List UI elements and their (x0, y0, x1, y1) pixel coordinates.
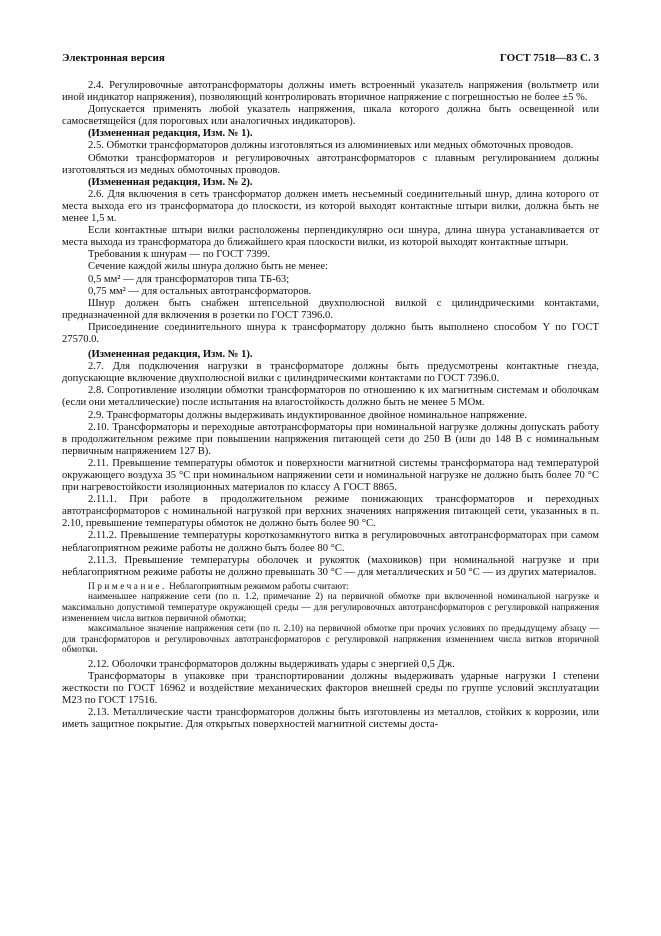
paragraph-2-4: 2.4. Регулировочные автотрансформаторы должны иметь встроенный указатель напряжения (вольтметр или иной индикатор напряжения), позволяющий контролировать вторичное напряжение с погрешностью не более ±5 %. (62, 80, 599, 104)
paragraph: Шнур должен быть снабжен штепсельной двухполюсной вилкой с цилиндрическими контактами, предназначенной для включения в розетки по ГОСТ 7396.0. (62, 297, 599, 321)
document-body (62, 80, 599, 732)
paragraph-2-13: 2.13. Металлические части трансформаторов должны быть изготовлены из металлов, стойких к коррозии, или иметь защитное покрытие. Для открытых поверхностей магнитной системы доста- (62, 707, 599, 731)
paragraph-2-6: 2.6. Для включения в сеть трансформатор должен иметь несъемный соединительный шнур, длина которого от места выхода его из трансформатора до плоскости, из которой выходят контактные штыри вилки, должна быть не менее 1,5 м. (62, 188, 599, 225)
paragraph: Присоединение соединительного шнура к трансформатору должно быть выполнено способом Y по ГОСТ 27570.0. (62, 321, 599, 345)
amendment-note: (Измененная редакция, Изм. № 1). (88, 349, 253, 361)
paragraph-2-10: 2.10. Трансформаторы и переходные автотрансформаторы при номинальной нагрузке должны допускать работу в продолжительном режиме при повышении напряжения питающей сети до 250 В (или до 148 В с номинальным первичным напряжением 127 В). (62, 421, 599, 457)
paragraph-2-12: 2.12. Оболочки трансформаторов должны выдерживать удары с энергией 0,5 Дж. (88, 659, 455, 670)
paragraph: Допускается применять любой указатель напряжения, шкала которого должна быть освещенной или самосветящейся (для пороговых или аналогичных индикаторов). (62, 104, 599, 128)
paragraph-2-5: 2.5. Обмотки трансформаторов должны изготовляться из алюминиевых или медных обмоточных проводов. (88, 140, 574, 152)
note-heading (62, 582, 599, 593)
paragraph-2-11: 2.11. Превышение температуры обмоток и поверхности магнитной системы трансформатора над температурой окружающего воздуха 35 °С при номинальном напряжении сети и номинальной нагрузке не должно быть более 70 °С при нагревостойкости изоляционных материалов по классу А ГОСТ 8865. (62, 457, 599, 494)
paragraph-2-11-3: 2.11.3. Превышение температуры оболочек и рукояток (маховиков) при номинальной нагрузке и при неблагоприятном режиме работы не должно превышать 30 °С — для металлических и 50 °С — из других материалов. (62, 554, 599, 578)
note-item: максимальное значение напряжения сети (по п. 2.10) на первичной обмотке при прочих условиях по предыдущему абзацу — для трансформаторов и регулировочных автотрансформаторов с регулировкой напряжения изменением числа витков вторичной обмотки. (62, 624, 599, 656)
paragraph-2-11-2: 2.11.2. Превышение температуры короткозамкнутого витка в регулировочных автотрансформаторах при самом неблагоприятном режиме работы не должно быть более 80 °С. (62, 530, 599, 554)
paragraph: Сечение каждой жилы шнура должно быть не менее: (88, 261, 329, 273)
paragraph-2-9: 2.9. Трансформаторы должны выдерживать индуктированное двойное номинальное напряжение. (88, 409, 527, 421)
paragraph-2-11-1: 2.11.1. При работе в продолжительном режиме понижающих трансформаторов и переходных автотрансформаторов с номинальной нагрузкой при верхних значениях напряжения питающей сети, указанных в п. 2.10, превышение температуры обмоток не должно быть более 90 °С. (62, 494, 599, 530)
paragraph: 0,75 мм² — для остальных автотрансформаторов. (88, 285, 312, 297)
amendment-note: (Измененная редакция, Изм. № 1). (88, 128, 253, 140)
note-label: Примечание. (88, 581, 167, 592)
amendment-note: (Измененная редакция, Изм. № 2). (88, 176, 253, 188)
paragraph: Требования к шнурам — по ГОСТ 7399. (88, 249, 270, 261)
note-intro: Неблагоприятным режимом работы считают: (169, 581, 349, 592)
note-item: наименьшее напряжение сети (по п. 1.2, примечание 2) на первичной обмотке при включенной номинальной нагрузке и максимально допустимой температуре окружающей среды — для регулировочных автотрансформаторов с регулировкой напряжения изменением числа витков первичной обмотки; (62, 592, 599, 624)
paragraph: Трансформаторы в упаковке при транспортировании должны выдерживать ударные нагрузки I степени жесткости по ГОСТ 16962 и воздействие механических факторов внешней среды по группе условий эксплуатации М23 по ГОСТ 17516. (62, 671, 599, 707)
paragraph: 0,5 мм² — для трансформаторов типа ТБ-63; (88, 273, 290, 285)
header-edition-label: Электронная версия (62, 52, 165, 64)
page-header (62, 52, 599, 64)
paragraph-2-8: 2.8. Сопротивление изоляции обмотки трансформаторов по отношению к их магнитным системам и оболочкам (если они металлические) после испытания на влагостойкость должно быть не менее 5 МОм. (62, 385, 599, 409)
paragraph: Если контактные штыри вилки расположены перпендикулярно оси шнура, длина шнура устанавливается от места выхода из трансформатора до ближайшего края плоскости вилки, из которой выходят контактные штыри. (62, 225, 599, 249)
paragraph: Обмотки трансформаторов и регулировочных автотрансформаторов с плавным регулированием должны изготовляться из медных обмоточных проводов. (62, 152, 599, 176)
header-standard-page: ГОСТ 7518—83 С. 3 (499, 52, 599, 64)
paragraph-2-7: 2.7. Для подключения нагрузки в трансформаторе должны быть предусмотрены контактные гнезда, допускающие включение двухполюсной вилки с цилиндрическими контактами по ГОСТ 7396.0. (62, 361, 599, 385)
